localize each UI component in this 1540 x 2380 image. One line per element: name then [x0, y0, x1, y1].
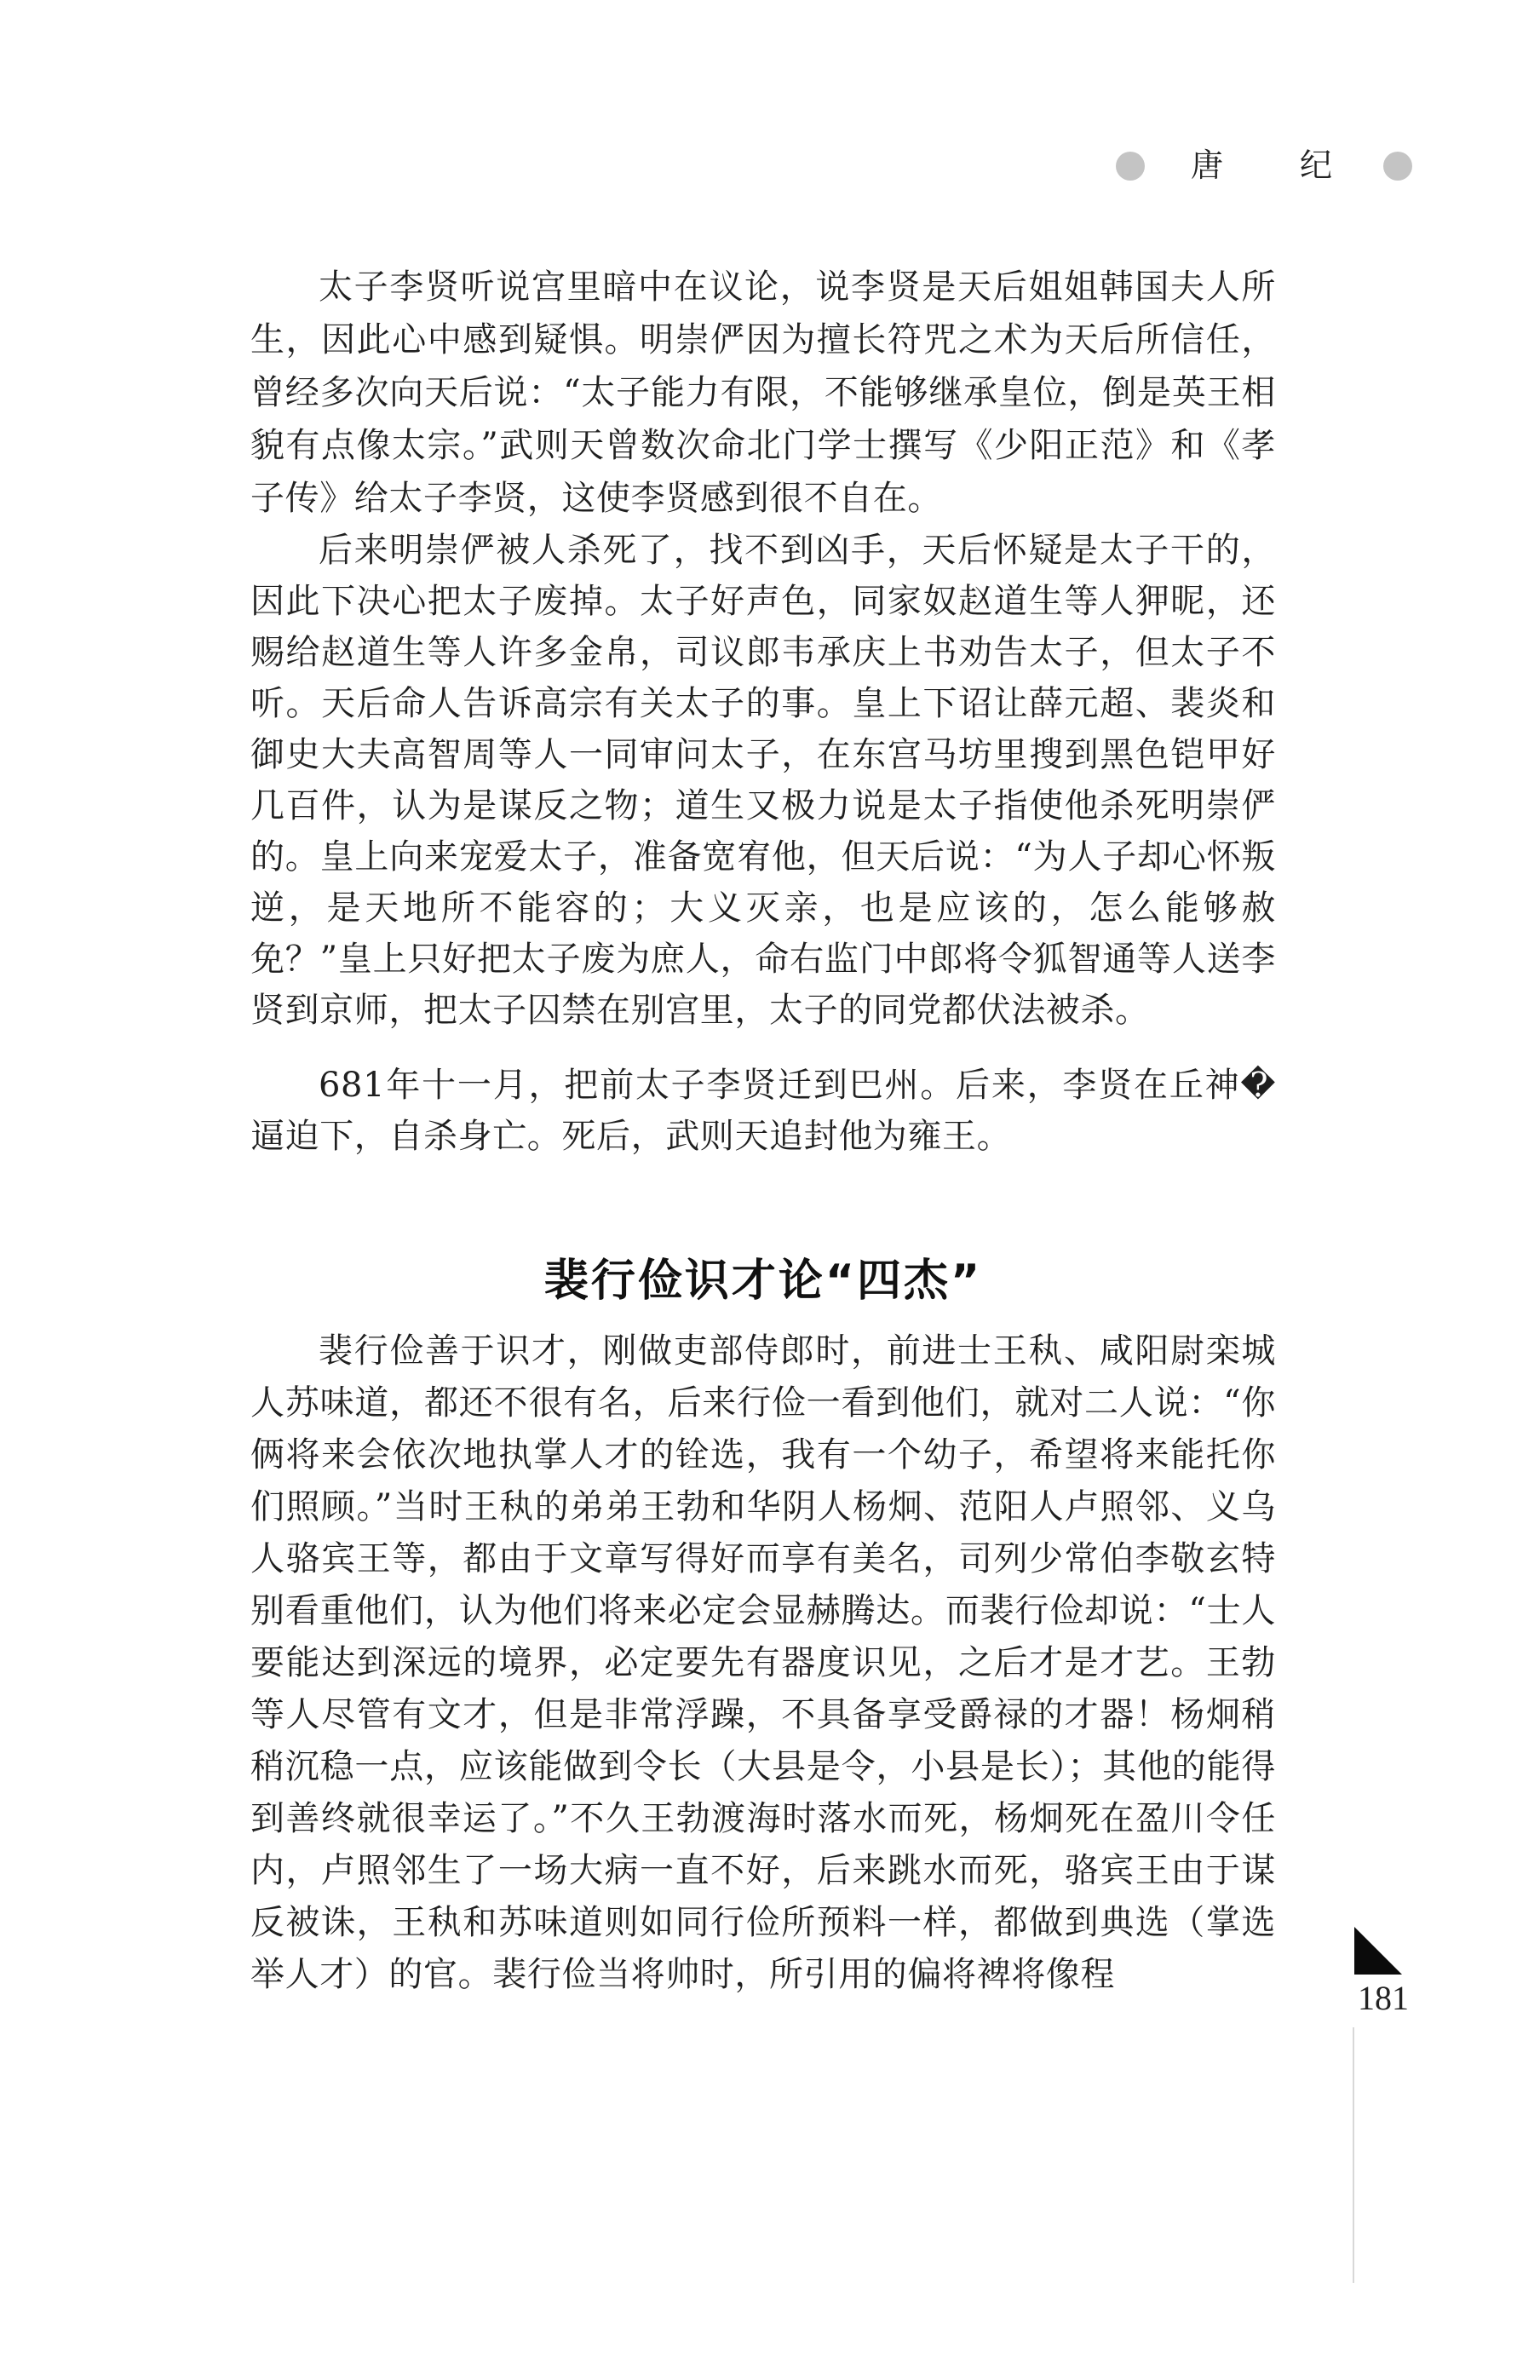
page-number: 181: [1358, 1979, 1409, 2017]
body-paragraph-3: 681年十一月，把前太子李贤迁到巴州。后来，李贤在丘神�逼迫下，自杀身亡。死后，武则天追封他为雍王。: [250, 1066, 1276, 1156]
section-paragraph-1: 裴行俭善于识才，刚做吏部侍郎时，前进士王秇、咸阳尉栾城人苏味道，都还不很有名，后来行俭一看到他们，就对二人说：“你俩将来会依次地执掌人才的铨选，我有一个幼子，希望将来能托你们照顾。”当时王秇的弟弟王勃和华阴人杨炯、范阳人卢照邻、义乌人骆宾王等，都由于文章写得好而享有美名，司列少常伯李敬玄特别看重他们，认为他们将来必定会显赫腾达。而裴行俭却说：“士人要能达到深远的境界，必定要先有器度识见，之后才是才艺。王勃等人尽管有文才，但是非常浮躁，不具备享受爵禄的才器！杨炯稍稍沉稳一点，应该能做到令长（大县是令，小县是长）；其他的能得到善终就很幸运了。”不久王勃渡海时落水而死，杨炯死在盈川令任内，卢照邻生了一场大病一直不好，后来跳水而死，骆宾王由于谋反被诛，王秇和苏味道则如同行俭所预料一样，都做到典选（掌选举人才）的官。裴行俭当将帅时，所引用的偏将裨将像程: [250, 1331, 1276, 1994]
header-char-ji: 纪: [1300, 147, 1333, 184]
body-paragraph-2: 后来明崇俨被人杀死了，找不到凶手，天后怀疑是太子干的，因此下决心把太子废掉。太子好声色，同家奴赵道生等人狎昵，还赐给赵道生等人许多金帛，司议郎韦承庆上书劝告太子，但太子不听。天后命人告诉高宗有关太子的事。皇上下诏让薛元超、裴炎和御史大夫高智周等人一同审问太子，在东宫马坊里搜到黑色铠甲好几百件，认为是谋反之物；道生又极力说是太子指使他杀死明崇俨的。皇上向来宠爱太子，准备宽宥他，但天后说：“为人子却心怀叛逆，是天地所不能容的；大义灭亲，也是应该的，怎么能够赦免？”皇上只好把太子废为庶人，命右监门中郎将令狐智通等人送李贤到京师，把太子囚禁在别宫里，太子的同党都伏法被杀。: [250, 531, 1276, 1030]
header-right-dot: [1383, 152, 1412, 181]
header-char-tang: 唐: [1191, 147, 1224, 184]
page-corner-triangle: [1354, 1927, 1402, 1975]
header-left-dot: [1116, 152, 1145, 181]
running-header: [1104, 143, 1428, 194]
section-title: 裴行俭识才论“四杰”: [543, 1256, 983, 1308]
body-paragraph-1: 太子李贤听说宫里暗中在议论，说李贤是天后姐姐韩国夫人所生，因此心中感到疑惧。明崇俨因为擅长符咒之术为天后所信任，曾经多次向天后说：“太子能力有限，不能够继承皇位，倒是英王相貌有点像太宗。”武则天曾数次命北门学士撰写《少阳正范》和《孝子传》给太子李贤，这使李贤感到很不自在。: [250, 267, 1276, 518]
margin-rule: [1353, 2027, 1354, 2283]
